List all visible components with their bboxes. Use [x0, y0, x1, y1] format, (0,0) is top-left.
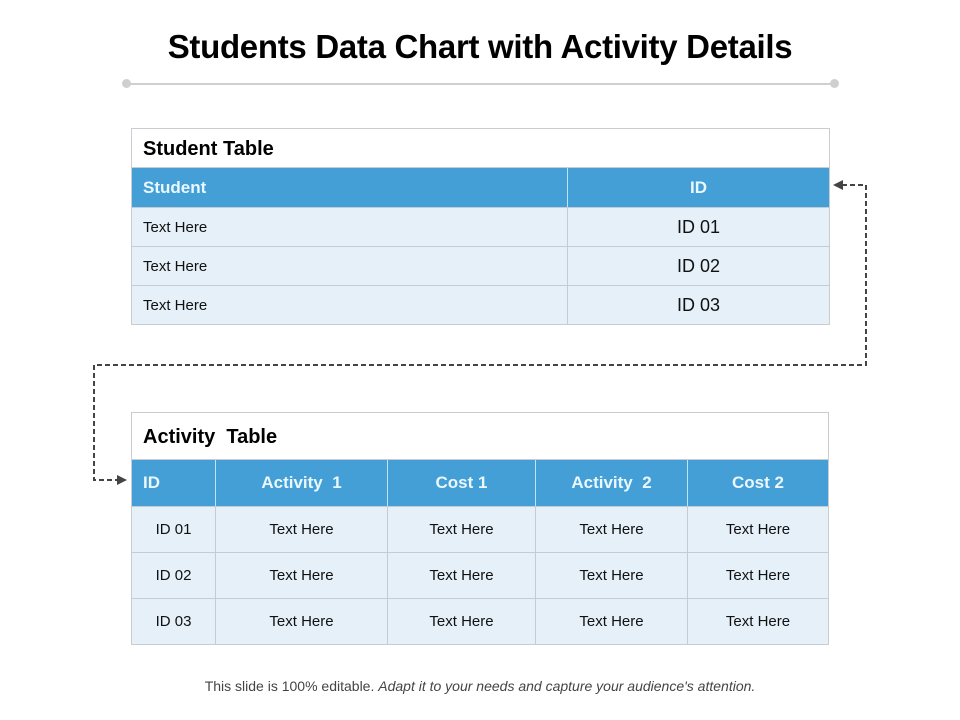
activity-1-cell: Text Here	[216, 506, 388, 552]
student-cell: Text Here	[132, 207, 568, 246]
cost-1-cell: Text Here	[388, 552, 536, 598]
cost-2-cell: Text Here	[688, 552, 828, 598]
footer-plain: This slide is 100% editable.	[204, 678, 375, 694]
student-table-title: Student Table	[132, 129, 829, 168]
id-cell: ID 01	[132, 506, 216, 552]
table-row	[132, 552, 828, 598]
cost-1-cell: Text Here	[388, 598, 536, 644]
activity-1-cell: Text Here	[216, 598, 388, 644]
activity-table	[131, 412, 829, 645]
table-row	[132, 207, 829, 246]
divider-right-dot	[830, 79, 839, 88]
cost-2-cell: Text Here	[688, 506, 828, 552]
student-table	[131, 128, 830, 325]
id-cell: ID 01	[568, 207, 829, 246]
cost-2-cell: Text Here	[688, 598, 828, 644]
activity-table-header	[132, 460, 828, 506]
activity-table-title: Activity Table	[132, 413, 828, 460]
activity-1-cell: Text Here	[216, 552, 388, 598]
footer-italic: Adapt it to your needs and capture your audience's attention.	[378, 678, 756, 694]
header-activity-1: Activity 1	[216, 460, 388, 506]
table-row	[132, 506, 828, 552]
arrowhead-right-icon	[117, 475, 127, 485]
activity-2-cell: Text Here	[536, 506, 688, 552]
activity-2-cell: Text Here	[536, 598, 688, 644]
header-activity-2: Activity 2	[536, 460, 688, 506]
footer-note	[0, 678, 960, 694]
id-cell: ID 03	[132, 598, 216, 644]
id-cell: ID 02	[132, 552, 216, 598]
header-student: Student	[132, 168, 568, 207]
header-id: ID	[568, 168, 829, 207]
activity-2-cell: Text Here	[536, 552, 688, 598]
page-title: Students Data Chart with Activity Details	[167, 28, 793, 65]
header-cost-1: Cost 1	[388, 460, 536, 506]
student-cell: Text Here	[132, 246, 568, 285]
cost-1-cell: Text Here	[388, 506, 536, 552]
table-row	[132, 285, 829, 324]
id-cell: ID 03	[568, 285, 829, 324]
header-cost-2: Cost 2	[688, 460, 828, 506]
table-row	[132, 598, 828, 644]
title-divider	[126, 83, 834, 85]
student-cell: Text Here	[132, 285, 568, 324]
arrowhead-left-icon	[833, 180, 843, 190]
table-row	[132, 246, 829, 285]
header-id: ID	[132, 460, 216, 506]
student-table-header	[132, 168, 829, 207]
divider-left-dot	[122, 79, 131, 88]
id-cell: ID 02	[568, 246, 829, 285]
